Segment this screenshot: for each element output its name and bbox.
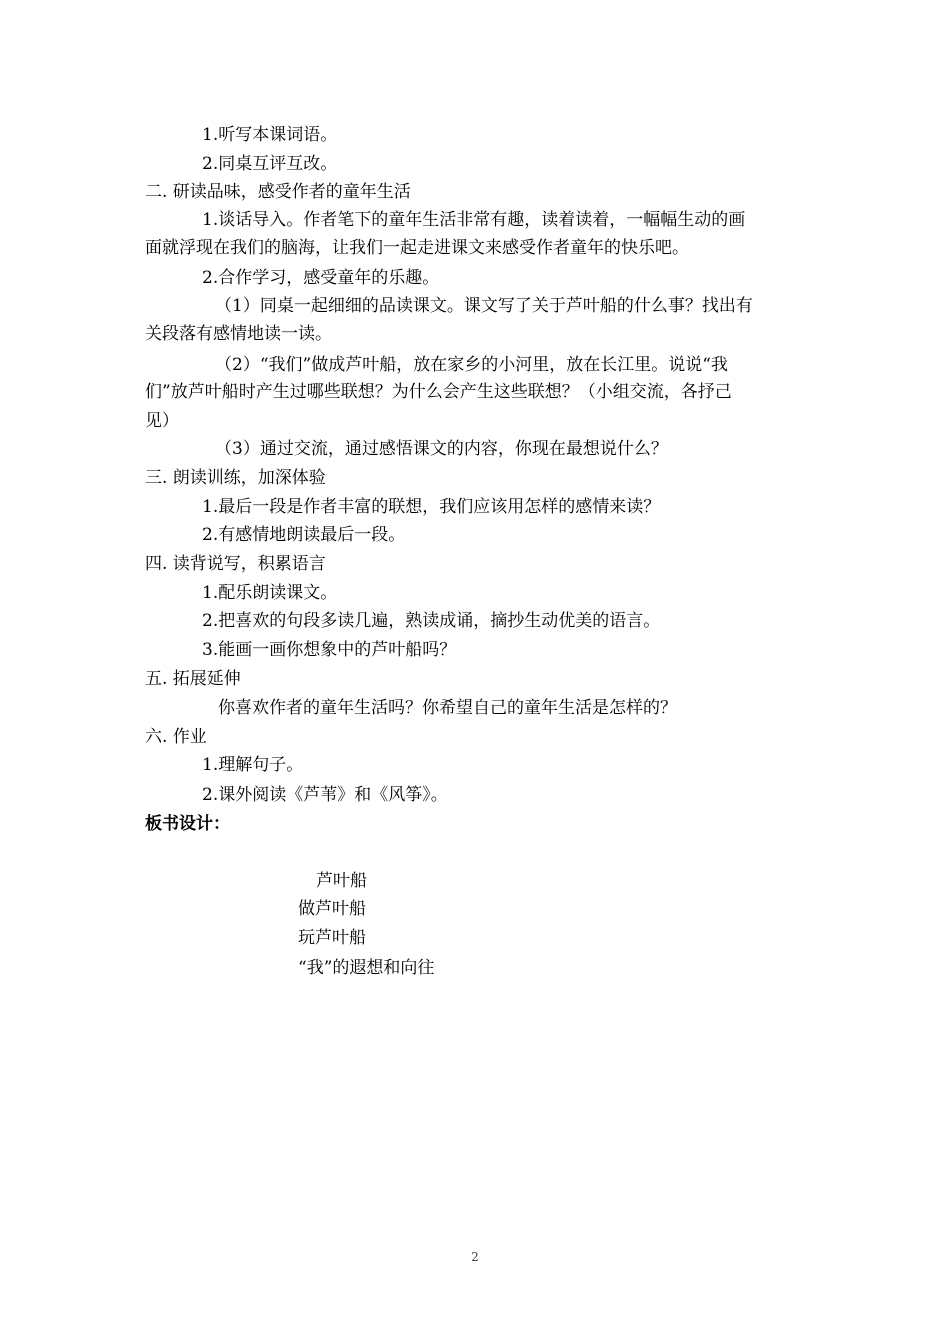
board-line: 玩芦叶船: [298, 928, 366, 948]
text-line: 2.有感情地朗读最后一段。: [202, 525, 406, 545]
text-line: 面就浮现在我们的脑海，让我们一起走进课文来感受作者童年的快乐吧。: [145, 238, 689, 258]
text-line: 们”放芦叶船时产生过哪些联想？为什么会产生这些联想？（小组交流，各抒己: [145, 382, 732, 402]
text-line: 你喜欢作者的童年生活吗？你希望自己的童年生活是怎样的？: [218, 698, 677, 718]
board-design-heading: 板书设计：: [145, 814, 230, 834]
text-line: 1.谈话导入。作者笔下的童年生活非常有趣，读着读着，一幅幅生动的画: [202, 210, 746, 230]
board-line: 芦叶船: [316, 871, 367, 891]
section-heading: 四. 读背说写，积累语言: [145, 554, 326, 574]
text-line: 2.课外阅读《芦苇》和《风筝》。: [202, 785, 448, 805]
section-heading: 二. 研读品味，感受作者的童年生活: [145, 182, 411, 202]
text-line: （1）同桌一起细细的品读课文。课文写了关于芦叶船的什么事？找出有: [215, 296, 753, 316]
text-line: 关段落有感情地读一读。: [145, 324, 332, 344]
text-line: 1.最后一段是作者丰富的联想，我们应该用怎样的感情来读？: [202, 497, 661, 517]
text-line: （3）通过交流，通过感悟课文的内容，你现在最想说什么？: [215, 439, 668, 459]
text-line: 2.合作学习，感受童年的乐趣。: [202, 268, 440, 288]
section-heading: 六. 作业: [145, 727, 207, 747]
text-line: 2.把喜欢的句段多读几遍，熟读成诵，摘抄生动优美的语言。: [202, 611, 661, 631]
text-line: 1.理解句子。: [202, 755, 304, 775]
section-heading: 五. 拓展延伸: [145, 669, 241, 689]
page-number: 2: [471, 1250, 479, 1264]
text-line: 见）: [145, 411, 179, 431]
board-line: 做芦叶船: [298, 899, 366, 919]
text-line: （2）“我们”做成芦叶船，放在家乡的小河里，放在长江里。说说“我: [215, 355, 728, 375]
text-line: 1.听写本课词语。: [202, 125, 338, 145]
text-line: 1.配乐朗读课文。: [202, 583, 338, 603]
text-line: 3.能画一画你想象中的芦叶船吗？: [202, 640, 457, 660]
section-heading: 三. 朗读训练，加深体验: [145, 468, 326, 488]
board-line: “我”的遐想和向往: [298, 958, 435, 978]
text-line: 2.同桌互评互改。: [202, 154, 338, 174]
